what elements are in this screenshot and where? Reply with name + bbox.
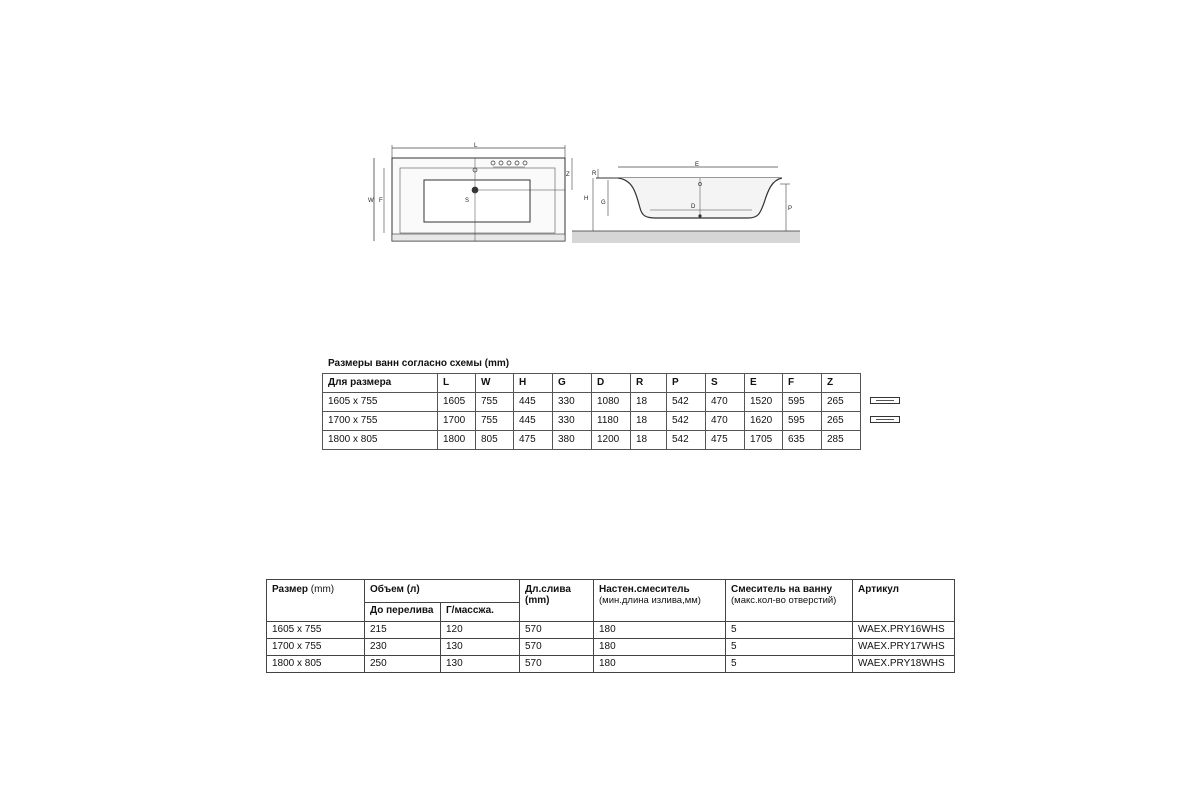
header-drain-length: Дл.слива (mm) bbox=[520, 580, 594, 622]
table-cell: 130 bbox=[441, 656, 520, 673]
table-header-row bbox=[323, 374, 861, 393]
table-cell: 1200 bbox=[592, 431, 631, 450]
header-cell: H bbox=[514, 374, 553, 393]
table-cell: 230 bbox=[365, 639, 441, 656]
dimensions-title: Размеры ванн согласно схемы (mm) bbox=[328, 358, 510, 369]
label-L: L bbox=[474, 143, 478, 149]
table-cell: 5 bbox=[726, 656, 853, 673]
table-cell: 755 bbox=[476, 393, 514, 412]
table-cell: 1800 x 805 bbox=[267, 656, 365, 673]
header-to-overflow: До перелива bbox=[365, 603, 441, 622]
label-P: P bbox=[788, 206, 793, 212]
header-cell: S bbox=[706, 374, 745, 393]
table-cell: 1520 bbox=[745, 393, 783, 412]
label-D: D bbox=[691, 204, 696, 210]
table-cell: WAEX.PRY17WHS bbox=[853, 639, 955, 656]
table-cell: 542 bbox=[667, 393, 706, 412]
dimensions-section bbox=[322, 358, 861, 450]
table-row bbox=[267, 656, 955, 673]
header-cell: L bbox=[438, 374, 476, 393]
header-wall-mixer: Настен.смеситель (мин.длина излива,мм) bbox=[594, 580, 726, 622]
table-cell: WAEX.PRY18WHS bbox=[853, 656, 955, 673]
table-row bbox=[323, 393, 861, 412]
header-hydro: Г/массжа. bbox=[441, 603, 520, 622]
table-cell: 542 bbox=[667, 431, 706, 450]
table-cell: 805 bbox=[476, 431, 514, 450]
table-cell: 1605 bbox=[438, 393, 476, 412]
table-cell: 180 bbox=[594, 639, 726, 656]
table-cell: 1605 x 755 bbox=[267, 622, 365, 639]
header-volume: Объем (л) bbox=[365, 580, 520, 603]
bathtub-top-view-diagram bbox=[360, 138, 575, 250]
table-cell: 180 bbox=[594, 622, 726, 639]
table-cell: 570 bbox=[520, 622, 594, 639]
table-cell: 570 bbox=[520, 639, 594, 656]
table-cell: 265 bbox=[822, 393, 861, 412]
specifications-table bbox=[266, 579, 955, 673]
table-cell: WAEX.PRY16WHS bbox=[853, 622, 955, 639]
table-cell: 330 bbox=[553, 412, 592, 431]
table-cell: 470 bbox=[706, 393, 745, 412]
table-cell: 635 bbox=[783, 431, 822, 450]
table-cell: 1800 bbox=[438, 431, 476, 450]
table-cell: 1620 bbox=[745, 412, 783, 431]
table-cell: 1180 bbox=[592, 412, 631, 431]
table-cell: 120 bbox=[441, 622, 520, 639]
header-cell: E bbox=[745, 374, 783, 393]
table-cell: 180 bbox=[594, 656, 726, 673]
table-cell: 470 bbox=[706, 412, 745, 431]
header-cell: Z bbox=[822, 374, 861, 393]
table-cell: 1705 bbox=[745, 431, 783, 450]
label-R: R bbox=[592, 171, 597, 177]
specifications-section bbox=[266, 579, 955, 673]
table-cell: 595 bbox=[783, 412, 822, 431]
table-cell: 755 bbox=[476, 412, 514, 431]
label-H: H bbox=[584, 196, 589, 202]
table-cell: 18 bbox=[631, 412, 667, 431]
label-G: G bbox=[601, 200, 606, 206]
table-cell: 445 bbox=[514, 412, 553, 431]
table-cell: 1700 x 755 bbox=[323, 412, 438, 431]
label-Z: Z bbox=[566, 172, 570, 178]
header-article: Артикул bbox=[853, 580, 955, 622]
table-cell: 18 bbox=[631, 393, 667, 412]
table-cell: 445 bbox=[514, 393, 553, 412]
table-cell: 570 bbox=[520, 656, 594, 673]
header-cell: F bbox=[783, 374, 822, 393]
table-cell: 1700 bbox=[438, 412, 476, 431]
table-cell: 215 bbox=[365, 622, 441, 639]
header-cell: W bbox=[476, 374, 514, 393]
table-cell: 475 bbox=[514, 431, 553, 450]
table-row bbox=[267, 639, 955, 656]
table-cell: 285 bbox=[822, 431, 861, 450]
table-cell: 330 bbox=[553, 393, 592, 412]
table-cell: 250 bbox=[365, 656, 441, 673]
header-size: Размер (mm) bbox=[267, 580, 365, 622]
table-cell: 542 bbox=[667, 412, 706, 431]
header-cell: P bbox=[667, 374, 706, 393]
table-cell: 5 bbox=[726, 639, 853, 656]
header-cell: Для размера bbox=[323, 374, 438, 393]
table-cell: 18 bbox=[631, 431, 667, 450]
bathtub-side-view-diagram bbox=[568, 158, 804, 244]
table-cell: 265 bbox=[822, 412, 861, 431]
table-cell: 5 bbox=[726, 622, 853, 639]
table-cell: 380 bbox=[553, 431, 592, 450]
table-cell: 1080 bbox=[592, 393, 631, 412]
header-cell: G bbox=[553, 374, 592, 393]
table-cell: 1605 x 755 bbox=[323, 393, 438, 412]
label-S: S bbox=[465, 198, 470, 204]
label-E: E bbox=[695, 162, 700, 168]
label-W: W bbox=[368, 198, 374, 204]
header-bath-mixer: Смеситель на ванну (макс.кол-во отверстий) bbox=[726, 580, 853, 622]
table-cell: 130 bbox=[441, 639, 520, 656]
table-row bbox=[323, 412, 861, 431]
table-cell: 475 bbox=[706, 431, 745, 450]
table-row bbox=[323, 431, 861, 450]
header-cell: D bbox=[592, 374, 631, 393]
table-header-row bbox=[267, 580, 955, 603]
drain-position-marker-icon bbox=[870, 416, 900, 423]
table-cell: 1700 x 755 bbox=[267, 639, 365, 656]
label-F: F bbox=[379, 198, 383, 204]
header-cell: R bbox=[631, 374, 667, 393]
table-row bbox=[267, 622, 955, 639]
dimensions-table bbox=[322, 373, 861, 450]
drain-position-marker-icon bbox=[870, 397, 900, 404]
table-cell: 1800 x 805 bbox=[323, 431, 438, 450]
table-cell: 595 bbox=[783, 393, 822, 412]
